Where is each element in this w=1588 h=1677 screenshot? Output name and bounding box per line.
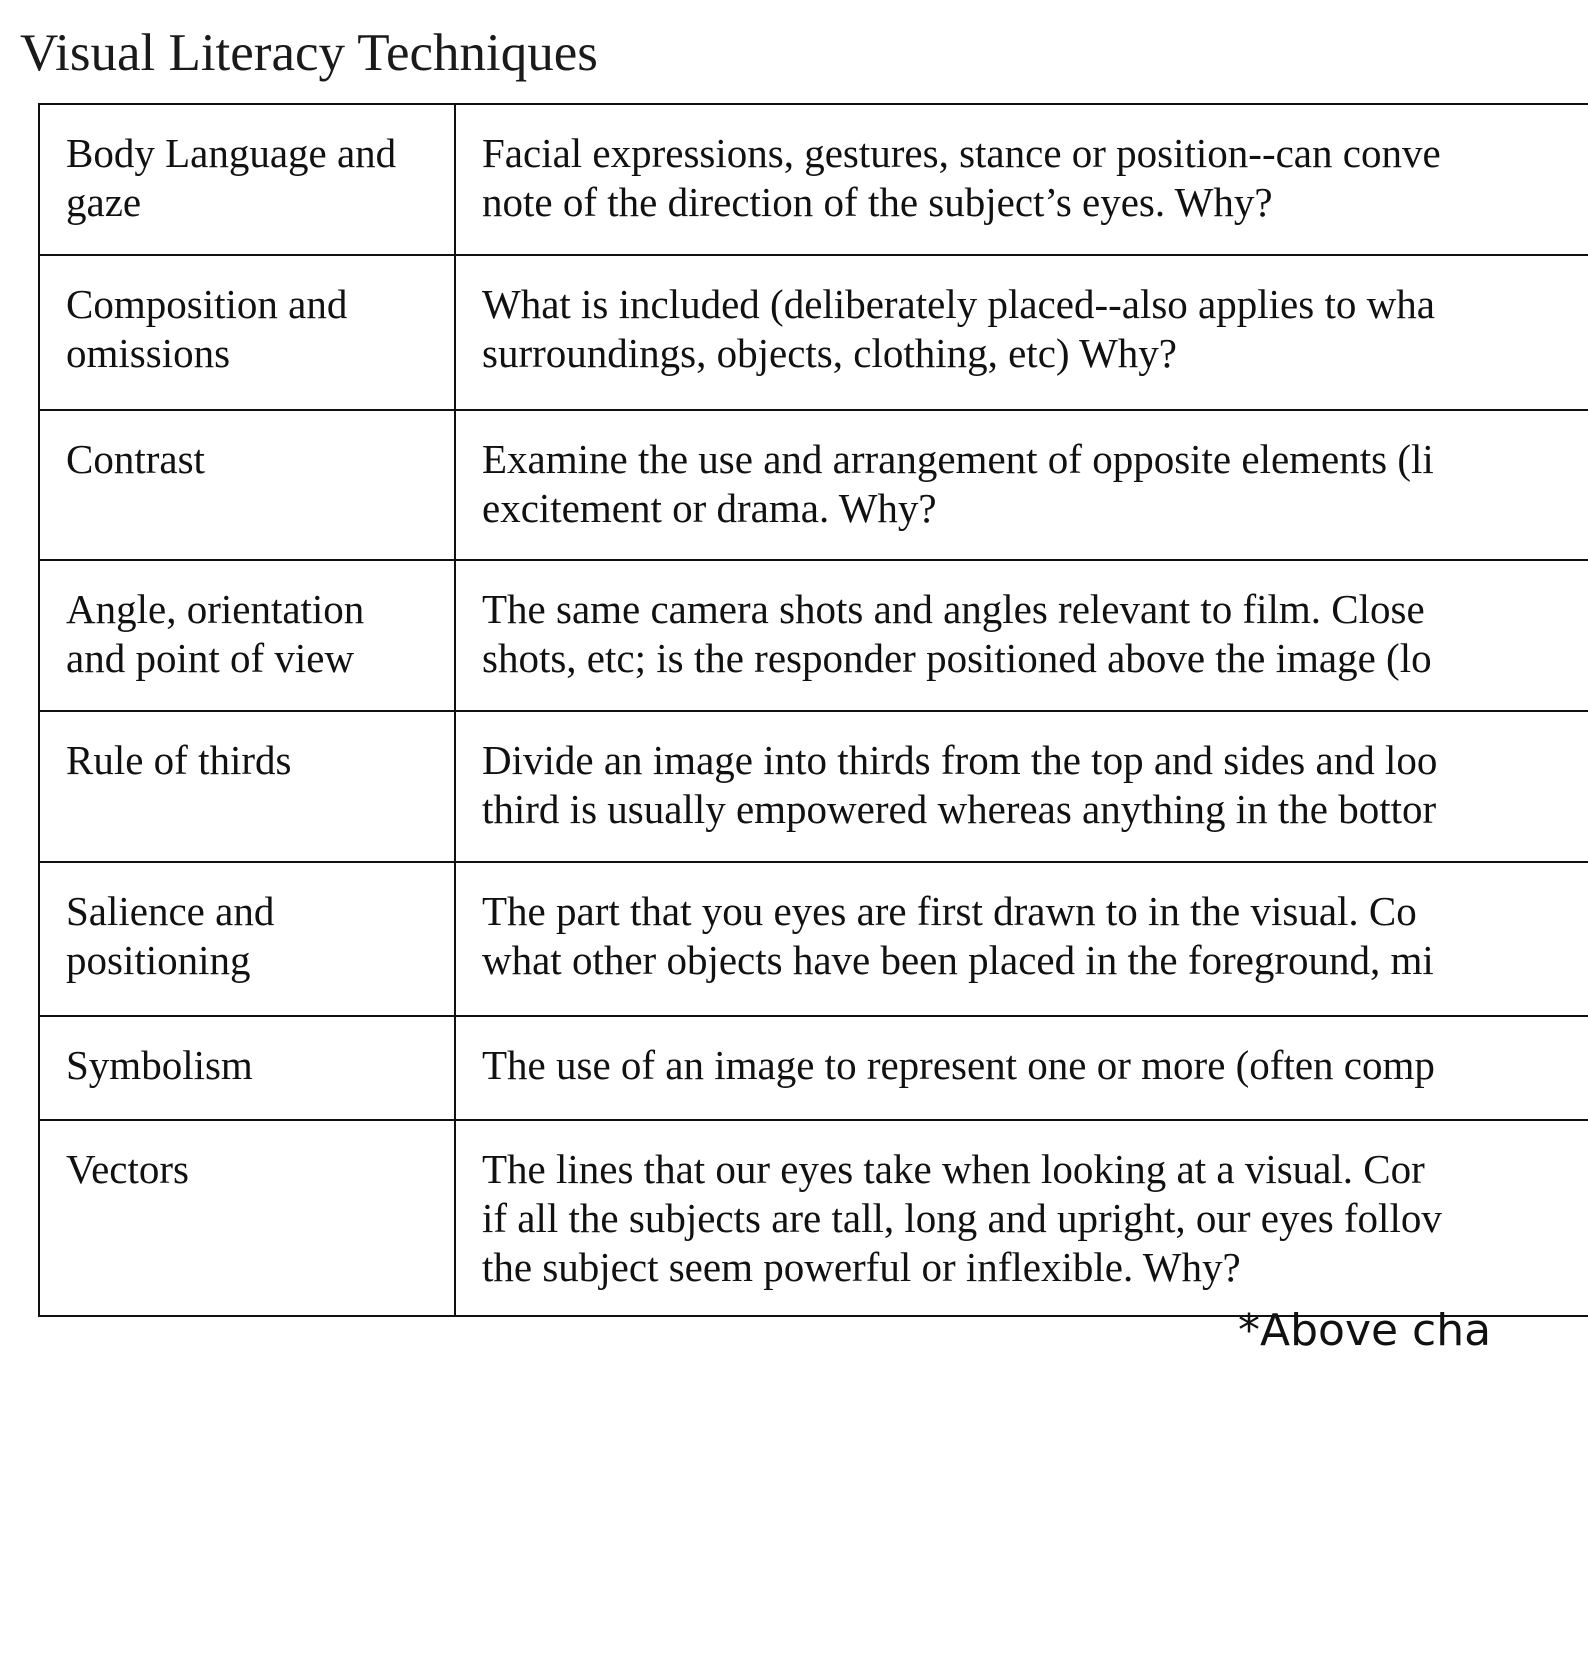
table-row bbox=[39, 410, 1588, 560]
description-line: The part that you eyes are first drawn to in the visual. Co bbox=[482, 888, 1417, 934]
description-line: the subject seem powerful or inflexible. Why? bbox=[482, 1244, 1241, 1290]
description-line: excitement or drama. Why? bbox=[482, 485, 937, 531]
technique-term: Contrast bbox=[39, 410, 455, 560]
technique-term: Symbolism bbox=[39, 1016, 455, 1120]
technique-description bbox=[455, 1120, 1588, 1316]
technique-term: Rule of thirds bbox=[39, 711, 455, 862]
description-line: Examine the use and arrangement of opposite elements (li bbox=[482, 436, 1434, 482]
table-row bbox=[39, 104, 1588, 255]
table-row bbox=[39, 1016, 1588, 1120]
footnote: *Above cha bbox=[1238, 1305, 1492, 1356]
technique-description bbox=[455, 711, 1588, 862]
technique-description bbox=[455, 410, 1588, 560]
description-line: surroundings, objects, clothing, etc) Why? bbox=[482, 330, 1177, 376]
description-line: The same camera shots and angles relevant to film. Close bbox=[482, 586, 1425, 632]
technique-term: Salience and positioning bbox=[39, 862, 455, 1016]
description-line: The lines that our eyes take when looking at a visual. Cor bbox=[482, 1146, 1425, 1192]
techniques-table bbox=[38, 103, 1588, 1317]
technique-description bbox=[455, 560, 1588, 711]
technique-description bbox=[455, 104, 1588, 255]
table-row bbox=[39, 255, 1588, 410]
technique-description bbox=[455, 255, 1588, 410]
techniques-table-wrapper bbox=[38, 103, 1588, 1317]
technique-description bbox=[455, 862, 1588, 1016]
description-line: if all the subjects are tall, long and upright, our eyes follov bbox=[482, 1195, 1442, 1241]
table-row bbox=[39, 560, 1588, 711]
technique-description bbox=[455, 1016, 1588, 1120]
description-line: third is usually empowered whereas anything in the bottor bbox=[482, 786, 1437, 832]
table-row bbox=[39, 711, 1588, 862]
document-title: Visual Literacy Techniques bbox=[20, 24, 598, 82]
description-line: note of the direction of the subject’s eyes. Why? bbox=[482, 179, 1273, 225]
description-line: shots, etc; is the responder positioned above the image (lo bbox=[482, 635, 1432, 681]
technique-term: Vectors bbox=[39, 1120, 455, 1316]
description-line: Divide an image into thirds from the top and sides and loo bbox=[482, 737, 1438, 783]
table-row bbox=[39, 862, 1588, 1016]
description-line: What is included (deliberately placed--also applies to wha bbox=[482, 281, 1435, 327]
description-line: Facial expressions, gestures, stance or position--can conve bbox=[482, 130, 1441, 176]
description-line: what other objects have been placed in the foreground, mi bbox=[482, 937, 1434, 983]
table-row bbox=[39, 1120, 1588, 1316]
description-line: The use of an image to represent one or more (often comp bbox=[482, 1042, 1435, 1088]
technique-term: Angle, orientation and point of view bbox=[39, 560, 455, 711]
technique-term: Composition and omissions bbox=[39, 255, 455, 410]
technique-term: Body Language and gaze bbox=[39, 104, 455, 255]
